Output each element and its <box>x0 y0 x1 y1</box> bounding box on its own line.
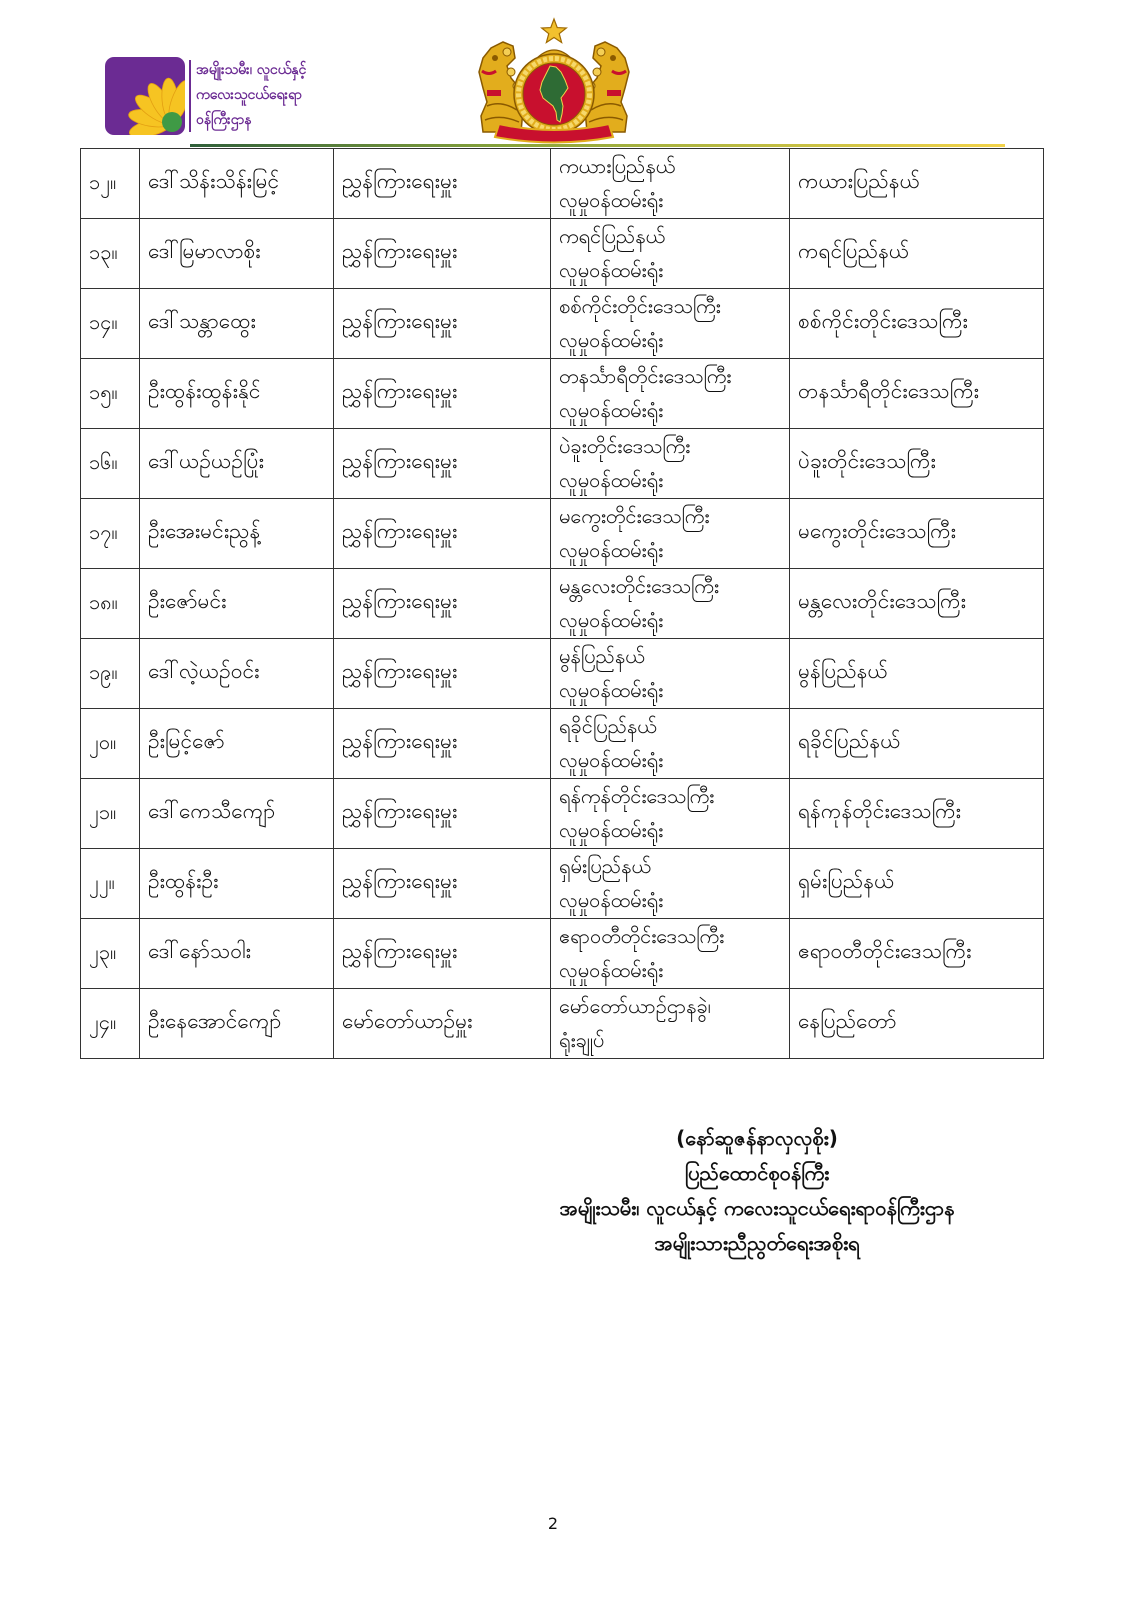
department-line: ရန်ကုန်တိုင်းဒေသကြီး <box>559 784 715 808</box>
name-cell: ဦးဇော်မင်း <box>140 569 334 639</box>
position-cell: ညွှန်ကြားရေးမှူး <box>334 149 551 219</box>
region-cell: ကယားပြည်နယ် <box>790 149 1044 219</box>
department-cell <box>551 639 790 709</box>
table-body <box>81 149 1044 1059</box>
name-cell: ဦးထွန်းဦး <box>140 849 334 919</box>
department-line: လူမှုဝန်ထမ်းရုံး <box>559 398 664 422</box>
region-cell: ရခိုင်ပြည်နယ် <box>790 709 1044 779</box>
row-number-cell: ၂၁။ <box>81 779 140 849</box>
ministry-logo-icon <box>104 56 188 138</box>
department-line: ရှမ်းပြည်နယ် <box>559 854 651 878</box>
department-line: မကွေးတိုင်းဒေသကြီး <box>559 504 710 528</box>
row-number-cell: ၁၄။ <box>81 289 140 359</box>
region-cell: ရန်ကုန်တိုင်းဒေသကြီး <box>790 779 1044 849</box>
logo-green-dot <box>162 112 182 132</box>
table-row <box>81 989 1044 1059</box>
department-cell <box>551 359 790 429</box>
table-row <box>81 499 1044 569</box>
department-cell <box>551 429 790 499</box>
row-number-cell: ၁၃။ <box>81 219 140 289</box>
row-number-cell: ၁၆။ <box>81 429 140 499</box>
row-number-cell: ၂၄။ <box>81 989 140 1059</box>
department-line: လူမှုဝန်ထမ်းရုံး <box>559 888 664 912</box>
state-seal <box>477 14 631 144</box>
department-cell <box>551 919 790 989</box>
department-line: ရုံးချုပ် <box>559 1028 605 1052</box>
name-cell: ဒေါ်ယဉ်ယဉ်ပြုံး <box>140 429 334 499</box>
department-line: မွန်ပြည်နယ် <box>559 644 645 668</box>
staff-table <box>80 148 1044 1059</box>
position-cell: ညွှန်ကြားရေးမှူး <box>334 709 551 779</box>
department-line: လူမှုဝန်ထမ်းရုံး <box>559 258 664 282</box>
position-cell: ညွှန်ကြားရေးမှူး <box>334 219 551 289</box>
department-line: လူမှုဝန်ထမ်းရုံး <box>559 958 664 982</box>
position-cell: ညွှန်ကြားရေးမှူး <box>334 429 551 499</box>
department-cell <box>551 219 790 289</box>
name-cell: ဦးအေးမင်းညွန့် <box>140 499 334 569</box>
department-cell <box>551 289 790 359</box>
table-row <box>81 919 1044 989</box>
signature-block <box>497 1121 1017 1261</box>
name-cell: ဒေါ်ကေသီကျော် <box>140 779 334 849</box>
table-row <box>81 779 1044 849</box>
department-line: မန္တလေးတိုင်းဒေသကြီး <box>559 574 719 598</box>
row-number-cell: ၂၃။ <box>81 919 140 989</box>
position-cell: ညွှန်ကြားရေးမှူး <box>334 779 551 849</box>
ministry-logo-text <box>196 58 346 133</box>
row-number-cell: ၁၇။ <box>81 499 140 569</box>
department-line: လူမှုဝန်ထမ်းရုံး <box>559 468 664 492</box>
table-row <box>81 359 1044 429</box>
name-cell: ဒေါ်သန္တာထွေး <box>140 289 334 359</box>
region-cell: ဧရာဝတီတိုင်းဒေသကြီး <box>790 919 1044 989</box>
table-row <box>81 429 1044 499</box>
department-line: တနင်္သာရီတိုင်းဒေသကြီး <box>559 364 732 388</box>
department-line: မော်တော်ယာဉ်ဌာနခွဲ၊ <box>559 994 711 1018</box>
region-cell: မကွေးတိုင်းဒေသကြီး <box>790 499 1044 569</box>
signatory-ministry: အမျိုးသမီး၊ လူငယ်နှင့် ကလေးသူငယ်ရေးရာဝန်ကြီးဌာန <box>559 1196 955 1220</box>
seal-medallion <box>514 54 594 134</box>
region-cell: မန္တလေးတိုင်းဒေသကြီး <box>790 569 1044 639</box>
logo-divider <box>189 60 191 132</box>
row-number-cell: ၁၂။ <box>81 149 140 219</box>
region-cell: မွန်ပြည်နယ် <box>790 639 1044 709</box>
position-cell: ညွှန်ကြားရေးမှူး <box>334 289 551 359</box>
position-cell: ညွှန်ကြားရေးမှူး <box>334 359 551 429</box>
logo-text-line: ကလေးသူငယ်ရေးရာ <box>196 87 302 103</box>
department-line: လူမှုဝန်ထမ်းရုံး <box>559 818 664 842</box>
row-number-cell: ၂၀။ <box>81 709 140 779</box>
department-line: ရခိုင်ပြည်နယ် <box>559 714 657 738</box>
department-cell <box>551 569 790 639</box>
position-cell: မော်တော်ယာဉ်မှူး <box>334 989 551 1059</box>
name-cell: ဒေါ်သိန်းသိန်းမြင့် <box>140 149 334 219</box>
table-row <box>81 709 1044 779</box>
department-cell <box>551 989 790 1059</box>
position-cell: ညွှန်ကြားရေးမှူး <box>334 849 551 919</box>
table-row <box>81 639 1044 709</box>
name-cell: ဦးထွန်းထွန်းနိုင် <box>140 359 334 429</box>
name-cell: ဒေါ်လဲ့ယဉ်ဝင်း <box>140 639 334 709</box>
logo-text-line: ဝန်ကြီးဌာန <box>196 112 252 128</box>
name-cell: ဦးမြင့်ဇော် <box>140 709 334 779</box>
seal-star-icon <box>542 19 567 43</box>
signatory-name: (နော်ဆူဇန်နာလှလှစိုး) <box>676 1126 838 1150</box>
signatory-government: အမျိုးသားညီညွတ်ရေးအစိုးရ <box>654 1231 860 1255</box>
region-cell: ကရင်ပြည်နယ် <box>790 219 1044 289</box>
department-cell <box>551 499 790 569</box>
region-cell: နေပြည်တော် <box>790 989 1044 1059</box>
page-number: 2 <box>547 1514 559 1533</box>
name-cell: ဒေါ်နော်သဝါး <box>140 919 334 989</box>
position-cell: ညွှန်ကြားရေးမှူး <box>334 639 551 709</box>
row-number-cell: ၁၈။ <box>81 569 140 639</box>
position-cell: ညွှန်ကြားရေးမှူး <box>334 499 551 569</box>
department-line: လူမှုဝန်ထမ်းရုံး <box>559 748 664 772</box>
department-line: လူမှုဝန်ထမ်းရုံး <box>559 678 664 702</box>
row-number-cell: ၁၅။ <box>81 359 140 429</box>
department-line: ပဲခူးတိုင်းဒေသကြီး <box>559 434 691 458</box>
department-line: စစ်ကိုင်းတိုင်းဒေသကြီး <box>559 294 721 318</box>
table-row <box>81 289 1044 359</box>
table-row <box>81 569 1044 639</box>
department-line: ကရင်ပြည်နယ် <box>559 224 666 248</box>
department-line: လူမှုဝန်ထမ်းရုံး <box>559 608 664 632</box>
department-cell <box>551 709 790 779</box>
name-cell: ဦးနေအောင်ကျော် <box>140 989 334 1059</box>
department-line: လူမှုဝန်ထမ်းရုံး <box>559 328 664 352</box>
position-cell: ညွှန်ကြားရေးမှူး <box>334 919 551 989</box>
region-cell: စစ်ကိုင်းတိုင်းဒေသကြီး <box>790 289 1044 359</box>
row-number-cell: ၂၂။ <box>81 849 140 919</box>
header-rule <box>190 144 1005 147</box>
department-line: ဧရာဝတီတိုင်းဒေသကြီး <box>559 924 725 948</box>
department-cell <box>551 149 790 219</box>
logo-text-line: အမျိုးသမီး၊ လူငယ်နှင့် <box>196 62 307 78</box>
department-line: လူမှုဝန်ထမ်းရုံး <box>559 188 664 212</box>
name-cell: ဒေါ်မြမာလာစိုး <box>140 219 334 289</box>
region-cell: ရှမ်းပြည်နယ် <box>790 849 1044 919</box>
table-row <box>81 849 1044 919</box>
position-cell: ညွှန်ကြားရေးမှူး <box>334 569 551 639</box>
department-cell <box>551 779 790 849</box>
table-row <box>81 219 1044 289</box>
region-cell: ပဲခူးတိုင်းဒေသကြီး <box>790 429 1044 499</box>
signatory-title: ပြည်ထောင်စုဝန်ကြီး <box>684 1161 830 1185</box>
row-number-cell: ၁၉။ <box>81 639 140 709</box>
department-line: ကယားပြည်နယ် <box>559 154 676 178</box>
table-row <box>81 149 1044 219</box>
department-line: လူမှုဝန်ထမ်းရုံး <box>559 538 664 562</box>
department-cell <box>551 849 790 919</box>
region-cell: တနင်္သာရီတိုင်းဒေသကြီး <box>790 359 1044 429</box>
